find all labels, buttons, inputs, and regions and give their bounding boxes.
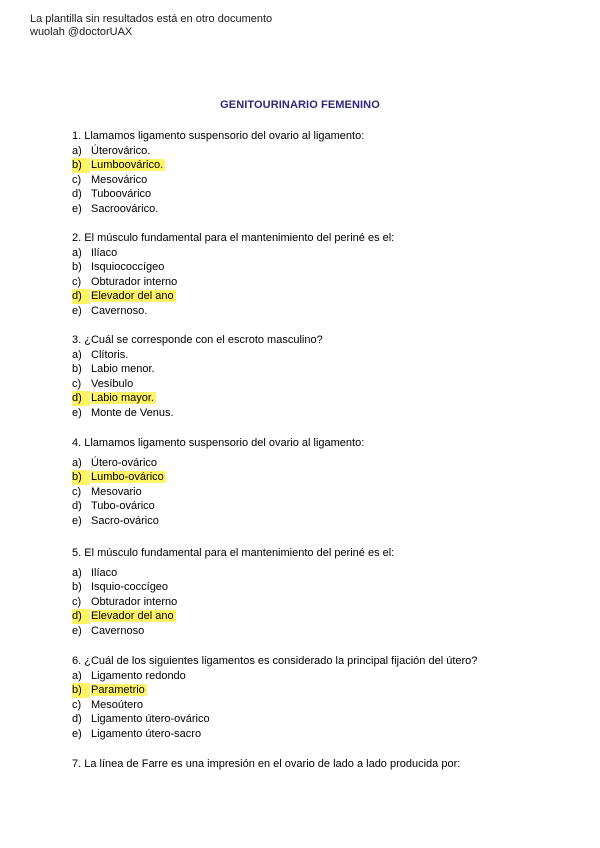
option-d: d) Tubo-ovárico [72,500,155,513]
question-stem: 3. ¿Cuál se corresponde con el escroto masculino? [72,334,323,346]
question-4 [72,436,572,529]
option-e: e) Cavernoso [72,624,145,637]
question-5 [72,546,572,639]
option-c: c) Obturador interno [72,595,178,608]
question-3 [72,333,572,421]
option-a: a) Ilíaco [72,246,118,259]
question-stem: 7. La línea de Farre es una impresión en el ovario de lado a lado producida por: [72,758,461,770]
question-stem: 4. Llamamos ligamento suspensorio del ovario al ligamento: [72,437,365,449]
option-e: e) Cavernoso. [72,304,148,317]
question-stem: 1. Llamamos ligamento suspensorio del ovario al ligamento: [72,130,365,142]
option-b: b) Labio menor. [72,363,155,376]
option-b-highlighted: b) Parametrio [72,684,145,697]
option-e: e) Sacroovárico. [72,202,159,215]
option-d: d) Tuboovárico [72,188,152,201]
option-e: e) Sacro-ovárico [72,514,159,527]
question-stem: 2. El músculo fundamental para el mantenimiento del periné es el: [72,232,395,244]
option-e: e) Ligamento útero-sacro [72,727,202,740]
option-d: d) Ligamento útero-ovárico [72,713,210,726]
option-a: a) Úterovárico. [72,144,151,157]
option-d-highlighted: d) Elevador del ano [72,290,174,303]
option-b: b) Isquio-coccígeo [72,581,169,594]
question-7 [72,757,572,772]
question-stem: 5. El músculo fundamental para el mantenimiento del periné es el: [72,547,395,559]
option-e: e) Monte de Venus. [72,406,174,419]
option-c: c) Obturador interno [72,275,178,288]
question-6 [72,654,572,742]
question-2 [72,231,572,319]
question-stem: 6. ¿Cuál de los siguientes ligamentos es considerado la principal fijación del útero? [72,655,478,667]
option-d-highlighted: d) Labio mayor. [72,392,154,405]
header-line-2: wuolah @doctorUAX [30,26,133,38]
option-a: a) Clítoris. [72,348,129,361]
document-title: GENITOURINARIO FEMENINO [220,99,380,111]
header-line-1: La plantilla sin resultados está en otro documento [30,13,273,25]
option-a: a) Útero-ovárico [72,456,158,469]
option-b: b) Isquiococcígeo [72,261,165,274]
option-a: a) Ilíaco [72,566,118,579]
question-1 [72,129,572,217]
option-c: c) Mesovario [72,485,142,498]
option-b-highlighted: b) Lumbo-ovárico [72,471,164,484]
option-c: c) Mesoútero [72,698,143,711]
option-c: c) Vesíbulo [72,377,134,390]
option-d-highlighted: d) Elevador del ano [72,610,174,623]
option-a: a) Ligamento redondo [72,669,186,682]
option-b-highlighted: b) Lumboovárico. [72,159,164,172]
option-c: c) Mesovárico [72,173,148,186]
header-note [30,13,272,39]
